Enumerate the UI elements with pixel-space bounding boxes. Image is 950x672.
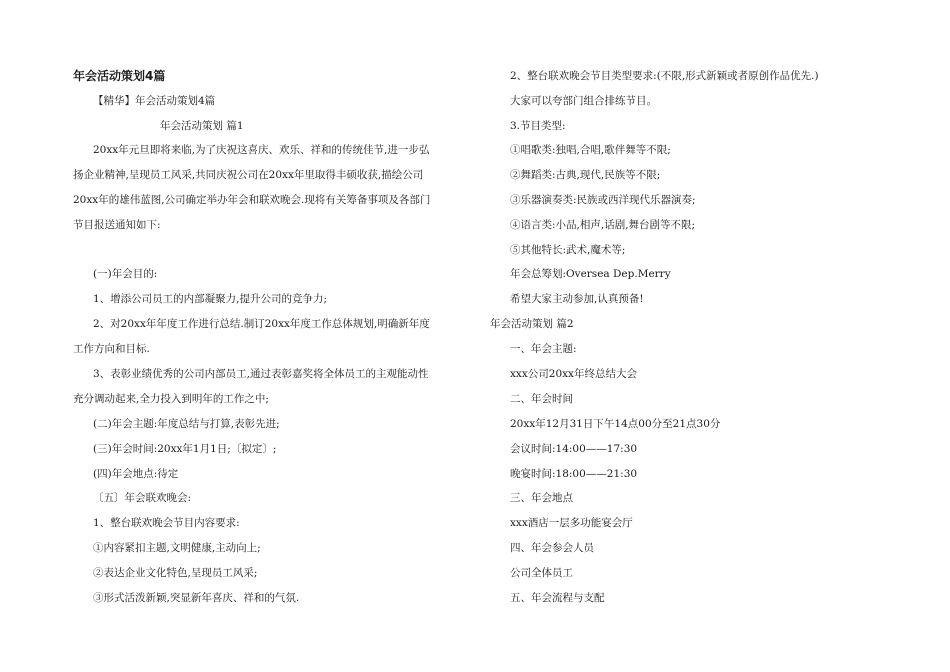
party-heading: 〔五〕年会联欢晚会: xyxy=(93,492,192,504)
agenda-value: 公司全体员工 xyxy=(510,567,573,579)
program-type-requirement: 2、整台联欢晚会节目类型要求:(不限,形式新颖或者原创作品优先.) xyxy=(510,70,819,82)
section-heading-2: 年会活动策划 篇2 xyxy=(490,318,574,330)
theme-line: (二)年会主题:年度总结与打算,表彰先进; xyxy=(93,418,280,430)
requirement-item: ②表达企业文化特色,呈现员工风采; xyxy=(93,567,258,579)
program-type-item: ①唱歌类:独唱,合唱,歌伴舞等不限; xyxy=(510,144,671,156)
purpose-item: 3、表彰业绩优秀的公司内部员工,通过表彰嘉奖将全体员工的主观能动性 xyxy=(93,368,429,380)
agenda-value: xxx公司20xx年终总结大会 xyxy=(510,368,637,380)
section-heading-1: 年会活动策划 篇1 xyxy=(160,120,244,132)
party-requirement: 1、整台联欢晚会节目内容要求: xyxy=(93,517,240,529)
requirement-item: ①内容紧扣主题,文明健康,主动向上; xyxy=(93,542,261,554)
program-type-item: ⑤其他特长:武术,魔术等; xyxy=(510,244,626,256)
time-line: (三)年会时间:20xx年1月1日;〔拟定〕; xyxy=(93,443,277,455)
document-subtitle: 【精华】年会活动策划4篇 xyxy=(93,95,216,107)
place-line: (四)年会地点:待定 xyxy=(93,468,179,480)
body-line: 大家可以夸部门组合排练节目。 xyxy=(510,95,657,107)
agenda-heading: 一、年会主题: xyxy=(510,343,577,355)
purpose-item: 充分调动起来,全力投入到明年的工作之中; xyxy=(73,393,269,405)
agenda-heading: 三、年会地点 xyxy=(510,492,573,504)
intro-line: 20xx年的雄伟蓝图,公司确定举办年会和联欢晚会.现将有关筹备事项及各部门 xyxy=(73,194,431,206)
purpose-item: 工作方向和目标. xyxy=(73,343,150,355)
program-types-heading: 3.节目类型: xyxy=(510,120,566,132)
document-title: 年会活动策划4篇 xyxy=(73,69,166,83)
agenda-value: 晚宴时间:18:00——21:30 xyxy=(510,468,638,480)
agenda-value: xxx酒店一层多功能宴会厅 xyxy=(510,517,633,529)
closing-line: 希望大家主动参加,认真预备! xyxy=(510,293,644,305)
intro-line: 20xx年元旦即将来临,为了庆祝这喜庆、欢乐、祥和的传统佳节,进一步弘 xyxy=(93,144,430,156)
requirement-item: ③形式活泼新颖,突显新年喜庆、祥和的气氛. xyxy=(93,592,300,604)
agenda-heading: 五、年会流程与支配 xyxy=(510,592,605,604)
program-type-item: ④语言类:小品,相声,话剧,舞台剧等不限; xyxy=(510,219,696,231)
intro-line: 扬企业精神,呈现员工风采,共同庆祝公司在20xx年里取得丰硕收获,描绘公司 xyxy=(73,169,424,181)
agenda-value: 会议时间:14:00——17:30 xyxy=(510,443,638,455)
purpose-item: 2、对20xx年年度工作进行总结.制订20xx年度工作总体规划,明确新年度 xyxy=(93,318,430,330)
agenda-heading: 四、年会参会人员 xyxy=(510,542,594,554)
program-type-item: ②舞蹈类:古典,现代,民族等不限; xyxy=(510,169,661,181)
intro-line: 节目报送通知如下: xyxy=(73,219,161,231)
purpose-heading: (一)年会目的: xyxy=(93,268,158,280)
purpose-item: 1、增添公司员工的内部凝聚力,提升公司的竞争力; xyxy=(93,293,328,305)
agenda-heading: 二、年会时间 xyxy=(510,393,573,405)
organizer-line: 年会总筹划:Oversea Dep.Merry xyxy=(510,268,671,280)
agenda-value: 20xx年12月31日下午14点00分至21点30分 xyxy=(510,418,721,430)
program-type-item: ③乐器演奏类:民族或西洋现代乐器演奏; xyxy=(510,194,696,206)
